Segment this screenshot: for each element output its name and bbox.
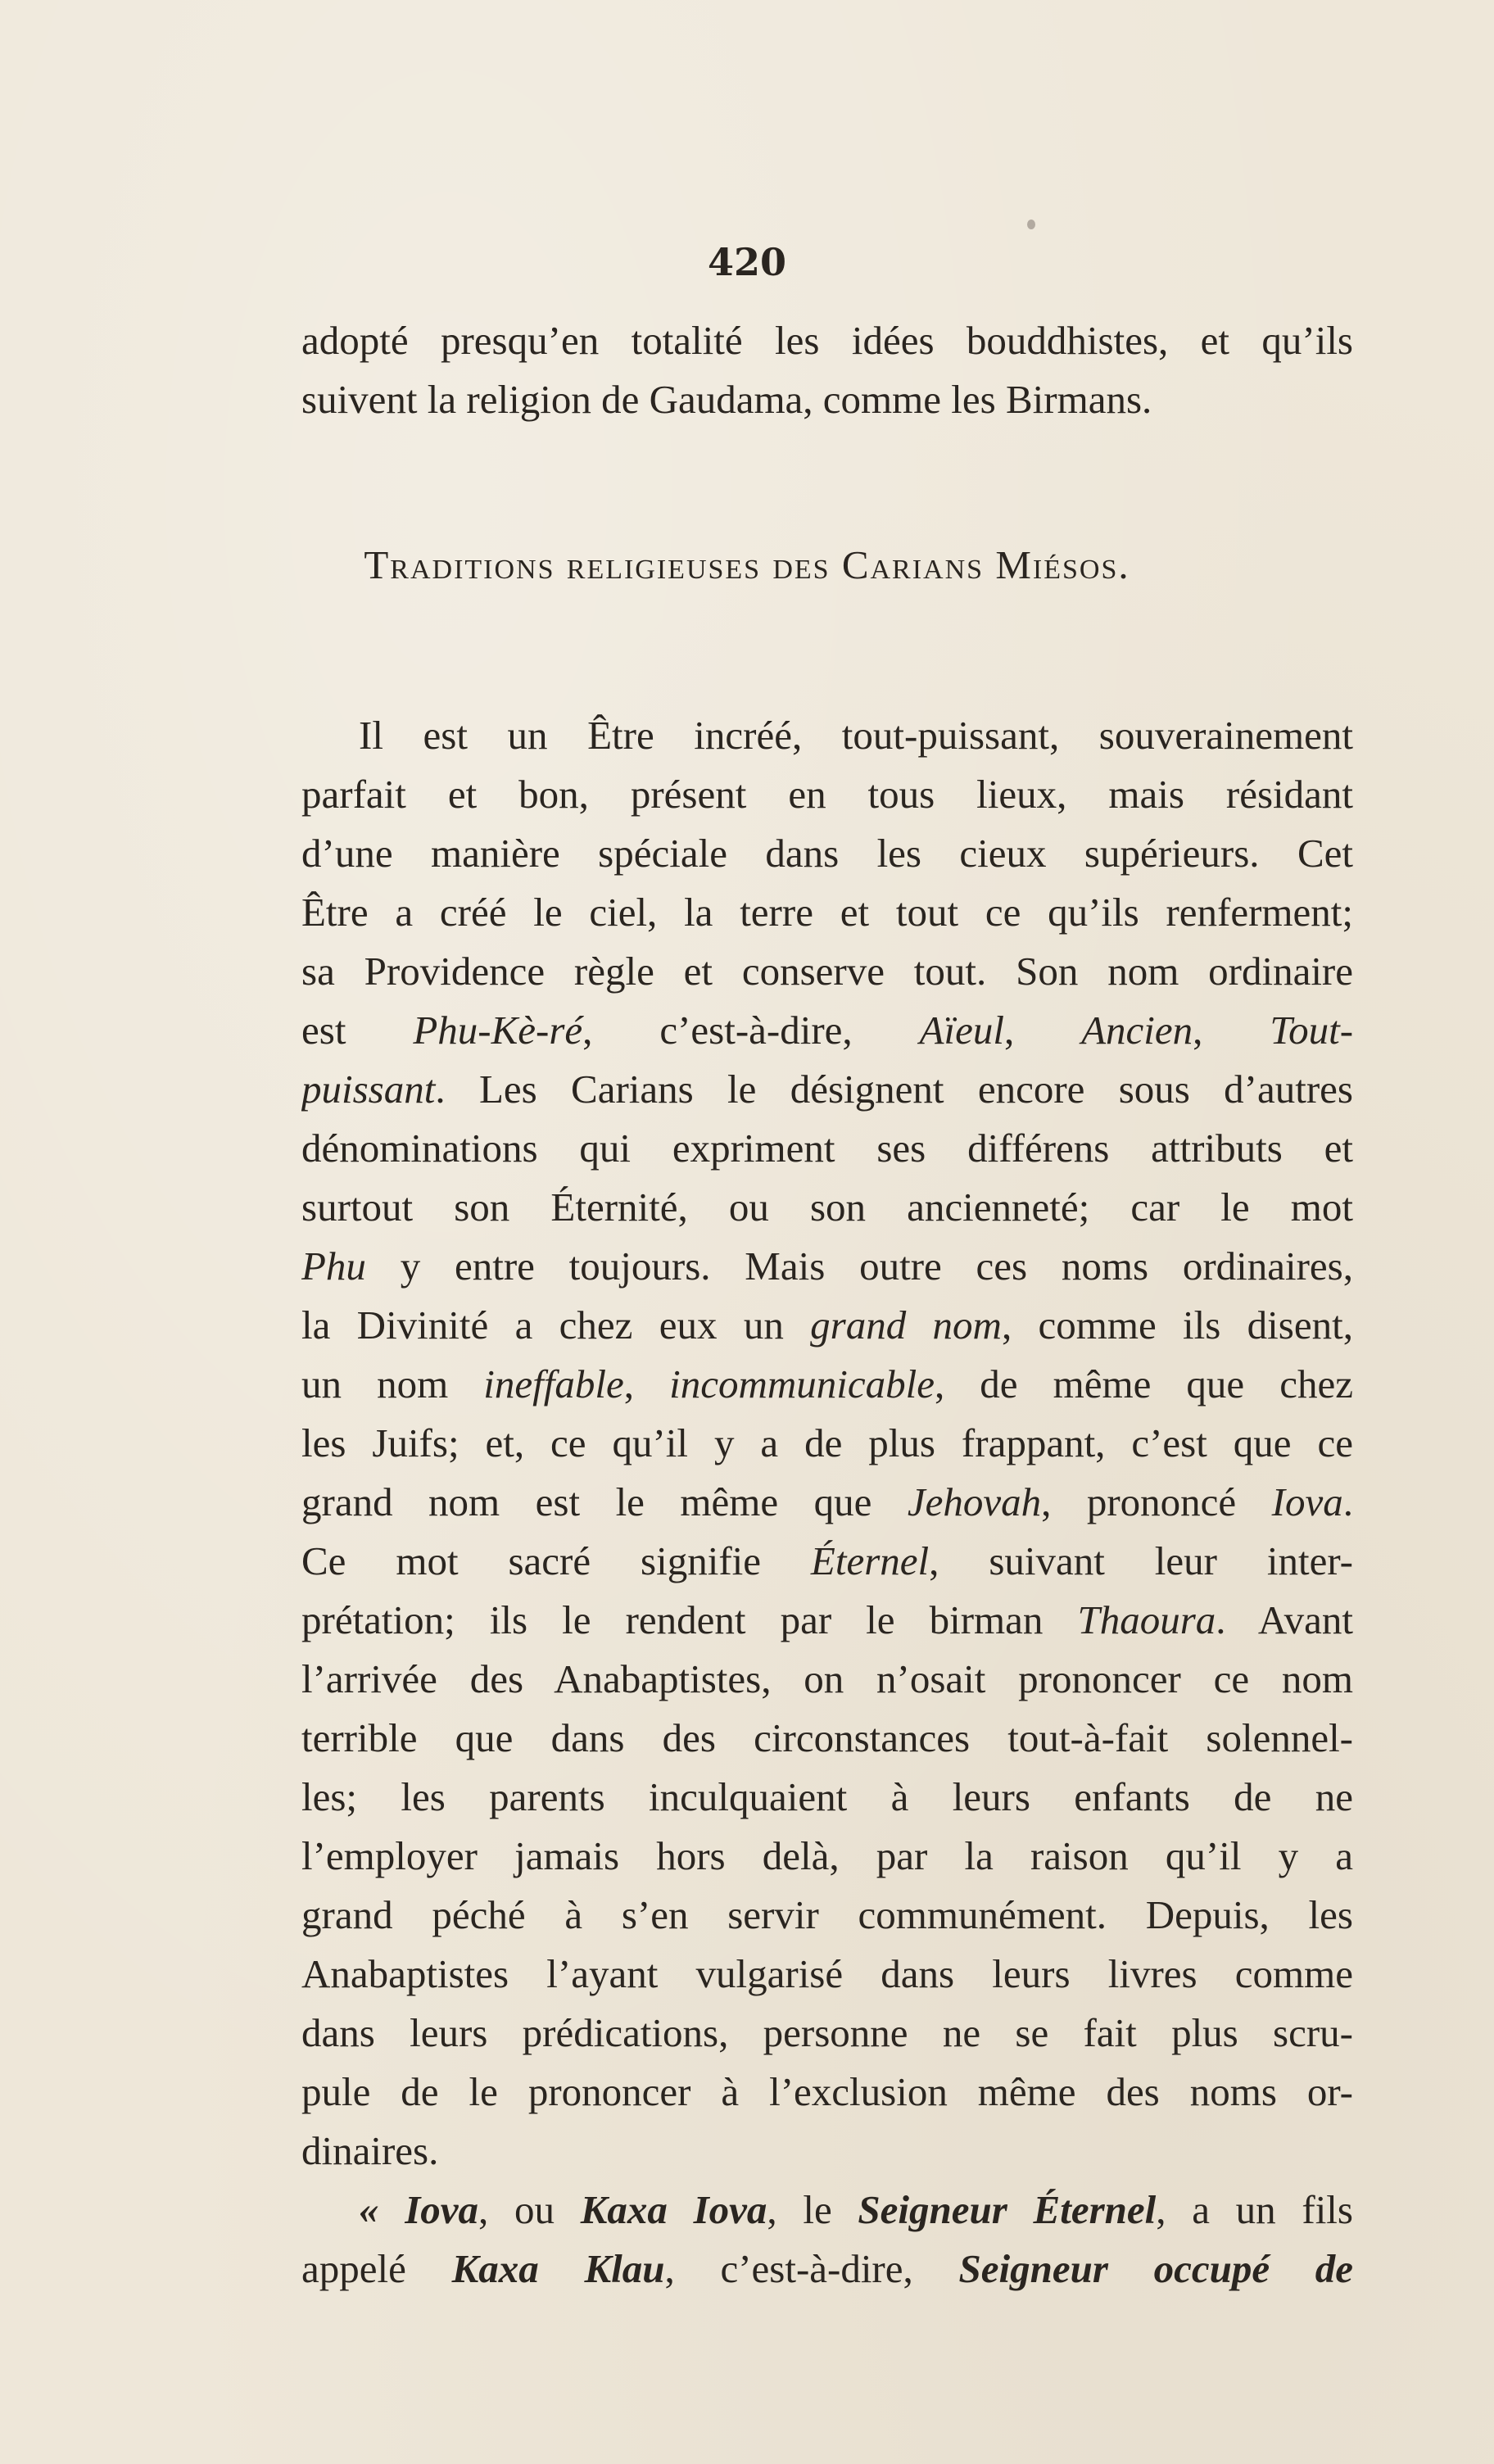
- text-run: . Avant: [1216, 1597, 1353, 1642]
- text-line: sa Providence règle et conserve tout. Son nom ordinaire: [301, 949, 1353, 994]
- text-run: , comme ils disent,: [1001, 1302, 1353, 1348]
- term-seigneur-eternel: Seigneur Éternel: [858, 2187, 1157, 2232]
- text-line: [301, 1237, 1353, 1296]
- text-run: ,: [1193, 1008, 1270, 1053]
- text-line: Être a créé le ciel, la terre et tout ce qu’ils renferment;: [301, 890, 1353, 935]
- text-run: . Les Carians le désignent encore sous d’autres: [435, 1067, 1353, 1112]
- term-thaoura: Thaoura: [1077, 1597, 1216, 1642]
- text-line: [301, 1473, 1353, 1532]
- text-run: , ou: [478, 2187, 581, 2232]
- text-run: , c’est-à-dire,: [664, 2246, 959, 2291]
- text-run: , suivant leur inter-: [929, 1538, 1353, 1583]
- term-tout-puissant: Tout-: [1270, 1008, 1353, 1053]
- term-aieul: Aïeul: [919, 1008, 1004, 1053]
- term-ineffable: ineffable: [483, 1361, 624, 1406]
- text-line: [301, 1001, 1353, 1060]
- text-line: suivent la religion de Gaudama, comme les Birmans.: [301, 377, 1152, 422]
- section-heading: Traditions religieuses des Carians Miésos.: [364, 542, 1130, 587]
- term-iova: Iova: [1271, 1479, 1343, 1524]
- text-line: Anabaptistes l’ayant vulgarisé dans leurs livres comme: [301, 1951, 1353, 1996]
- term-incommunicable: incommunicable: [669, 1361, 935, 1406]
- term-kaxa-klau: Kaxa Klau: [451, 2246, 665, 2291]
- text-line: l’arrivée des Anabaptistes, on n’osait prononcer ce nom: [301, 1656, 1353, 1701]
- term-grand-nom: grand nom: [810, 1302, 1002, 1348]
- text-line: d’une manière spéciale dans les cieux supérieurs. Cet: [301, 831, 1353, 876]
- text-run: , de même que chez: [934, 1361, 1353, 1406]
- text-line: [301, 1591, 1353, 1650]
- text-line: [301, 2240, 1353, 2299]
- text-run: ,: [623, 1361, 670, 1406]
- text-line: terrible que dans des circonstances tout-à-fait solennel-: [301, 1715, 1353, 1760]
- text-run: Ce mot sacré signifie: [301, 1538, 811, 1583]
- text-line: grand péché à s’en servir communément. Depuis, les: [301, 1892, 1353, 1937]
- text-run: ,: [1003, 1008, 1082, 1053]
- text-line: [301, 1532, 1353, 1591]
- text-run: «: [359, 2187, 405, 2232]
- term-iova: Iova: [405, 2187, 479, 2232]
- text-line: [301, 1355, 1353, 1414]
- term-ancien: Ancien: [1081, 1008, 1193, 1053]
- text-line: [359, 2181, 1353, 2240]
- text-run: , a un fils: [1156, 2187, 1353, 2232]
- text-line: l’employer jamais hors delà, par la raison qu’il y a: [301, 1833, 1353, 1878]
- term-eternel: Éternel: [810, 1538, 930, 1583]
- term-phu-ke-re: Phu-Kè-ré: [413, 1008, 583, 1053]
- text-line: [301, 1296, 1353, 1355]
- text-run: .: [1342, 1479, 1353, 1524]
- page-number: 420: [707, 240, 787, 284]
- text-run: grand nom est le même que: [301, 1479, 908, 1524]
- term-seigneur-occupe: Seigneur occupé de: [958, 2246, 1353, 2291]
- text-line: parfait et bon, présent en tous lieux, mais résidant: [301, 772, 1353, 817]
- text-line: adopté presqu’en totalité les idées bouddhistes, et qu’ils: [301, 318, 1353, 363]
- text-line: les; les parents inculquaient à leurs enfants de ne: [301, 1774, 1353, 1819]
- text-line: Il est un Être incréé, tout-puissant, souverainement: [359, 713, 1353, 758]
- term-jehovah: Jehovah: [907, 1479, 1042, 1524]
- text-run: la Divinité a chez eux un: [301, 1302, 811, 1348]
- text-run: prétation; ils le rendent par le birman: [301, 1597, 1078, 1642]
- text-run: , le: [767, 2187, 858, 2232]
- text-line: dinaires.: [301, 2128, 439, 2173]
- text-run: appelé: [301, 2246, 452, 2291]
- text-line: dans leurs prédications, personne ne se fait plus scru-: [301, 2010, 1353, 2055]
- text-line: [301, 1060, 1353, 1119]
- term-kaxa-iova: Kaxa Iova: [580, 2187, 767, 2232]
- term-tout-puissant-end: puissant: [301, 1067, 436, 1112]
- term-phu: Phu: [301, 1243, 366, 1289]
- text-line: surtout son Éternité, ou son ancienneté; car le mot: [301, 1184, 1353, 1230]
- text-line: pule de le prononcer à l’exclusion même des noms or-: [301, 2069, 1353, 2114]
- text-run: y entre toujours. Mais outre ces noms ordinaires,: [365, 1243, 1353, 1289]
- text-run: est: [301, 1008, 414, 1053]
- text-run: un nom: [301, 1361, 484, 1406]
- text-line: dénominations qui expriment ses différens attributs et: [301, 1126, 1353, 1171]
- ink-speck: [1027, 220, 1035, 229]
- text-line: les Juifs; et, ce qu’il y a de plus frappant, c’est que ce: [301, 1420, 1353, 1465]
- text-run: , c’est-à-dire,: [582, 1008, 920, 1053]
- text-run: , prononcé: [1041, 1479, 1272, 1524]
